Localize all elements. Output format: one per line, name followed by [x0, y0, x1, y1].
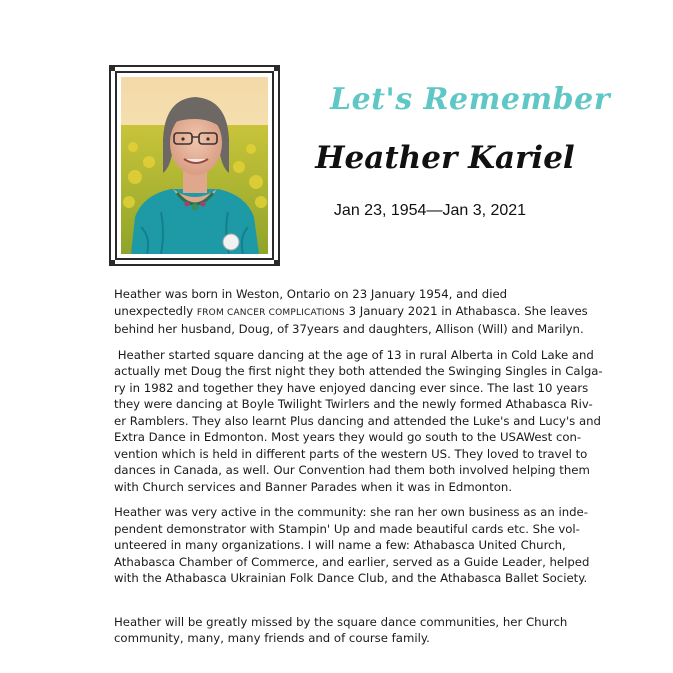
cause-note: FROM CANCER COMPLICATIONS [196, 307, 345, 318]
text-line: Heather will be greatly missed by the square dance communities, her Church [114, 614, 568, 629]
paragraph-birth-death [114, 286, 588, 338]
text-fragment: 3 January 2021 in Athabasca. She leaves [344, 303, 588, 318]
text-line: Extra Dance in Edmonton. Most years they would go south to the USAWest con- [114, 430, 582, 444]
text-line [114, 303, 588, 322]
portrait-frame [109, 65, 280, 266]
text-line: Heather started square dancing at the age of 13 in rural Alberta in Cold Lake and [114, 347, 594, 362]
text-line: Heather was born in Weston, Ontario on 23 January 1954, and died [114, 287, 508, 301]
text-line: Heather was very active in the community: she ran her own business as an inde- [114, 505, 588, 519]
frame-corner [274, 260, 280, 266]
memorial-name-heading: Heather Kariel [315, 140, 575, 176]
text-line: er Ramblers. They also learnt Plus dancing and attended the Luke's and Lucy's and [114, 413, 601, 428]
portrait-photo [121, 77, 268, 254]
life-dates: Jan 23, 1954—Jan 3, 2021 [333, 202, 527, 219]
text-line: vention which is held in different parts of the western US. They loved to travel to [114, 446, 588, 461]
lets-remember-heading: Let's Remember [330, 82, 611, 117]
text-line: Athabasca Chamber of Commerce, and earlier, served as a Guide Leader, helped [114, 554, 590, 569]
text-line: with Church services and Banner Parades when it was in Edmonton. [114, 479, 513, 494]
text-line: pendent demonstrator with Stampin' Up and made beautiful cards etc. She vol- [114, 521, 580, 536]
text-line: ry in 1982 and together they have enjoyed dancing ever since. The last 10 years [114, 380, 589, 395]
text-line: unteered in many organizations. I will name a few: Athabasca United Church, [114, 538, 566, 552]
text-line: community, many, many friends and of course family. [114, 631, 430, 645]
paragraph-closing [114, 614, 582, 647]
text-line: actually met Doug the first night they both attended the Swinging Singles in Calga- [114, 364, 603, 378]
paragraph-community [114, 504, 590, 587]
paragraph-square-dancing [114, 347, 603, 496]
text-line: dances in Canada, as well. Our Convention had them both involved helping them [114, 463, 590, 477]
obituary-body [114, 286, 603, 656]
frame-corner [109, 65, 115, 71]
frame-corner [274, 65, 280, 71]
text-line: with the Athabasca Ukrainian Folk Dance Club, and the Athabasca Ballet Society. [114, 571, 588, 585]
text-line: they were dancing at Boyle Twilight Twirlers and the newly formed Athabasca Riv- [114, 397, 593, 411]
text-fragment: unexpectedly [114, 303, 197, 318]
text-line: behind her husband, Doug, of 37years and daughters, Allison (Will) and Marilyn. [114, 322, 584, 336]
frame-corner [109, 260, 115, 266]
